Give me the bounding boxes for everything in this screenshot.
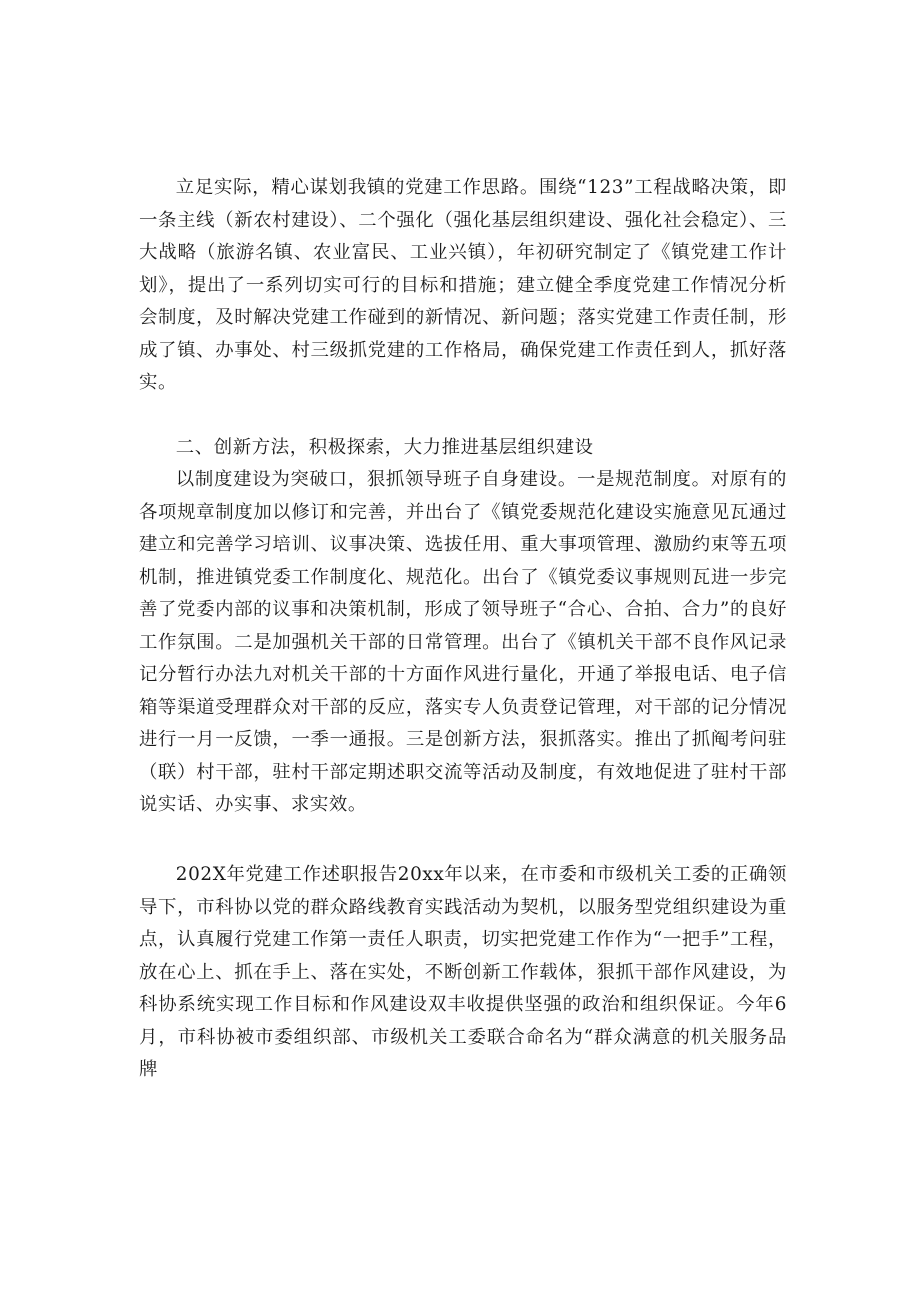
section-heading-2: 二、创新方法，积极探索，大力推进基层组织建设 xyxy=(175,437,594,458)
paragraph-work-report: 202X年党建工作述职报告20xx年以来，在市委和市级机关工委的正确领导下，市科协以党的群众路线教育实践活动为契机，以服务型党组织建设为重点，认真履行党建工作第一责任人职责，切实把党建工作作为“一把手”工程，放在心上、抓在手上、落在实处，不断创新工作载体，狠抓干部作风建设，为科协系统实现工作目标和作风建设双丰收提供坚强的政治和组织保证。今年6月，市科协被市委组织部、市级机关工委联合命名为“群众满意的机关服务品牌 xyxy=(139,864,787,1080)
paragraph-party-building-plan: 立足实际，精心谋划我镇的党建工作思路。围绕“123”工程战略决策，即一条主线（新农村建设）、二个强化（强化基层组织建设、强化社会稳定）、三大战略（旅游名镇、农业富民、工业兴镇），年初研究制定了《镇党建工作计划》，提出了一系列切实可行的目标和措施；建立健全季度党建工作情况分析会制度，及时解决党建工作碰到的新情况、新问题；落实党建工作责任制，形成了镇、办事处、村三级抓党建的工作格局，确保党建工作责任到人，抓好落实。 xyxy=(139,177,787,393)
paragraph-system-construction: 以制度建设为突破口，狠抓领导班子自身建设。一是规范制度。对原有的各项规章制度加以修订和完善，并出台了《镇党委规范化建设实施意见瓦通过建立和完善学习培训、议事决策、选拔任用、重大事项管理、激励约束等五项机制，推进镇党委工作制度化、规范化。出台了《镇党委议事规则瓦进一步完善了党委内部的议事和决策机制，形成了领导班子“合心、合拍、合力”的良好工作氛围。二是加强机关干部的日常管理。出台了《镇机关干部不良作风记录记分暂行办法九对机关干部的十方面作风进行量化，开通了举报电话、电子信箱等渠道受理群众对干部的反应，落实专人负责登记管理，对干部的记分情况进行一月一反馈，一季一通报。三是创新方法，狠抓落实。推出了抓阄考问驻（联）村干部，驻村干部定期述职交流等活动及制度，有效地促进了驻村干部说实话、办实事、求实效。 xyxy=(139,469,787,815)
